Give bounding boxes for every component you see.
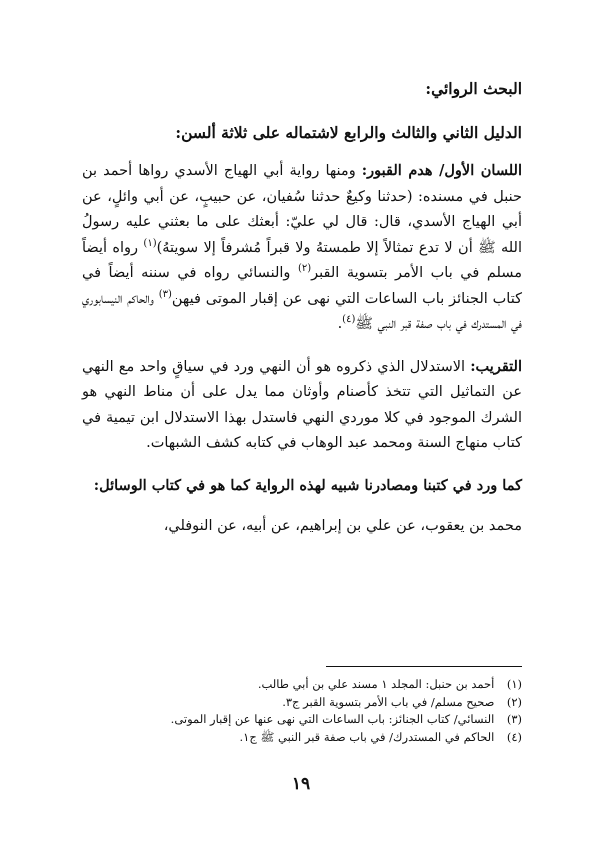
footnotes bbox=[82, 676, 522, 746]
paragraph-text: رواه أيضاً مسلم في باب الأمر بتسوية القبر bbox=[82, 239, 522, 281]
footnote-text: صحيح مسلم/ في باب الأمر بتسوية القبر ج٣. bbox=[282, 694, 495, 709]
paragraph-similar-narration: كما ورد في كتبنا ومصادرنا شبيه لهذه الرواية كما هو في كتاب الوسائل: bbox=[93, 476, 522, 494]
footnote-item bbox=[82, 729, 522, 747]
paragraph-text: ومنها رواية أبي الهياج الأسدي رواها أحمد بن حنبل في مسنده: (حدثنا وكيعٌ حدثنا سُفيان، عن حبيبٍ، عن أبي وائلٍ، عن أبي الهياج الأسدي، قال: قال لي عليّ: أبعثك على ما بعثني عليه رسولُ الله ﷺ أن لا تدع تمثالاً إلا طمستهُ ولا قبراً مُشرفاً إلا سويتهُ) bbox=[82, 163, 522, 256]
paragraph-lead: اللسان الأول/ هدم القبور: bbox=[361, 162, 522, 179]
paragraph-lead: التقريب: bbox=[470, 357, 522, 375]
page-number: ١٩ bbox=[291, 774, 311, 794]
footnote-item bbox=[82, 694, 522, 712]
subsection-heading: الدليل الثاني والثالث والرابع لاشتماله على ثلاثة ألسن: bbox=[175, 123, 522, 142]
footnote-number: (٢) bbox=[506, 694, 522, 709]
footnote-divider bbox=[326, 666, 522, 667]
footnote-text: الحاكم في المستدرك/ في باب صفة قبر النبي ﷺ ج١. bbox=[239, 729, 495, 744]
footnote-text: النسائي/ كتاب الجنائز: باب الساعات التي نهى عنها عن إقبار الموتى. bbox=[170, 712, 495, 726]
footnote-ref-2: (٢) bbox=[297, 263, 312, 275]
paragraph-text: . bbox=[337, 316, 343, 332]
paragraph-approximation bbox=[82, 354, 522, 457]
paragraph-text: والحاكم النيسابوري في المستدرك في باب صفة قبر النبي ﷺ bbox=[82, 290, 522, 332]
footnote-item bbox=[82, 676, 522, 694]
footnote-text: أحمد بن حنبل: المجلد ١ مسند علي بن أبي طالب. bbox=[257, 677, 495, 691]
footnote-ref-3: (٣) bbox=[158, 288, 172, 300]
footnote-number: (٤) bbox=[506, 729, 522, 744]
footnote-number: (١) bbox=[506, 677, 522, 691]
paragraph-chain: محمد بن يعقوب، عن علي بن إبراهيم، عن أبيه، عن النوفلي، bbox=[163, 518, 522, 534]
footnote-ref-4: (٤) bbox=[342, 314, 356, 326]
footnote-number: (٣) bbox=[506, 712, 522, 726]
paragraph-text: والنسائي رواه في سننه أيضاً في كتاب الجنائز باب الساعات التي نهى عن إقبار الموتى فيهن bbox=[82, 265, 522, 307]
paragraph-text: الاستدلال الذي ذكروه هو أن النهي ورد في سياقٍ واحد مع النهي عن التماثيل التي تتخذ كأصنام وأوثان مما يدل على أن مناط النهي هو الشرك الموجود في كلا موردي النهي فاستدل بهذا الاستدلال ابن تيمية في كتاب منهاج السنة ومحمد عبد الوهاب في كتابه كشف الشبهات. bbox=[82, 358, 522, 451]
section-heading: البحث الروائي: bbox=[425, 79, 522, 98]
page-body bbox=[82, 78, 522, 556]
footnote-ref-1: (١) bbox=[143, 237, 157, 249]
footnote-item bbox=[82, 711, 522, 729]
paragraph-first-tongue bbox=[82, 158, 522, 338]
